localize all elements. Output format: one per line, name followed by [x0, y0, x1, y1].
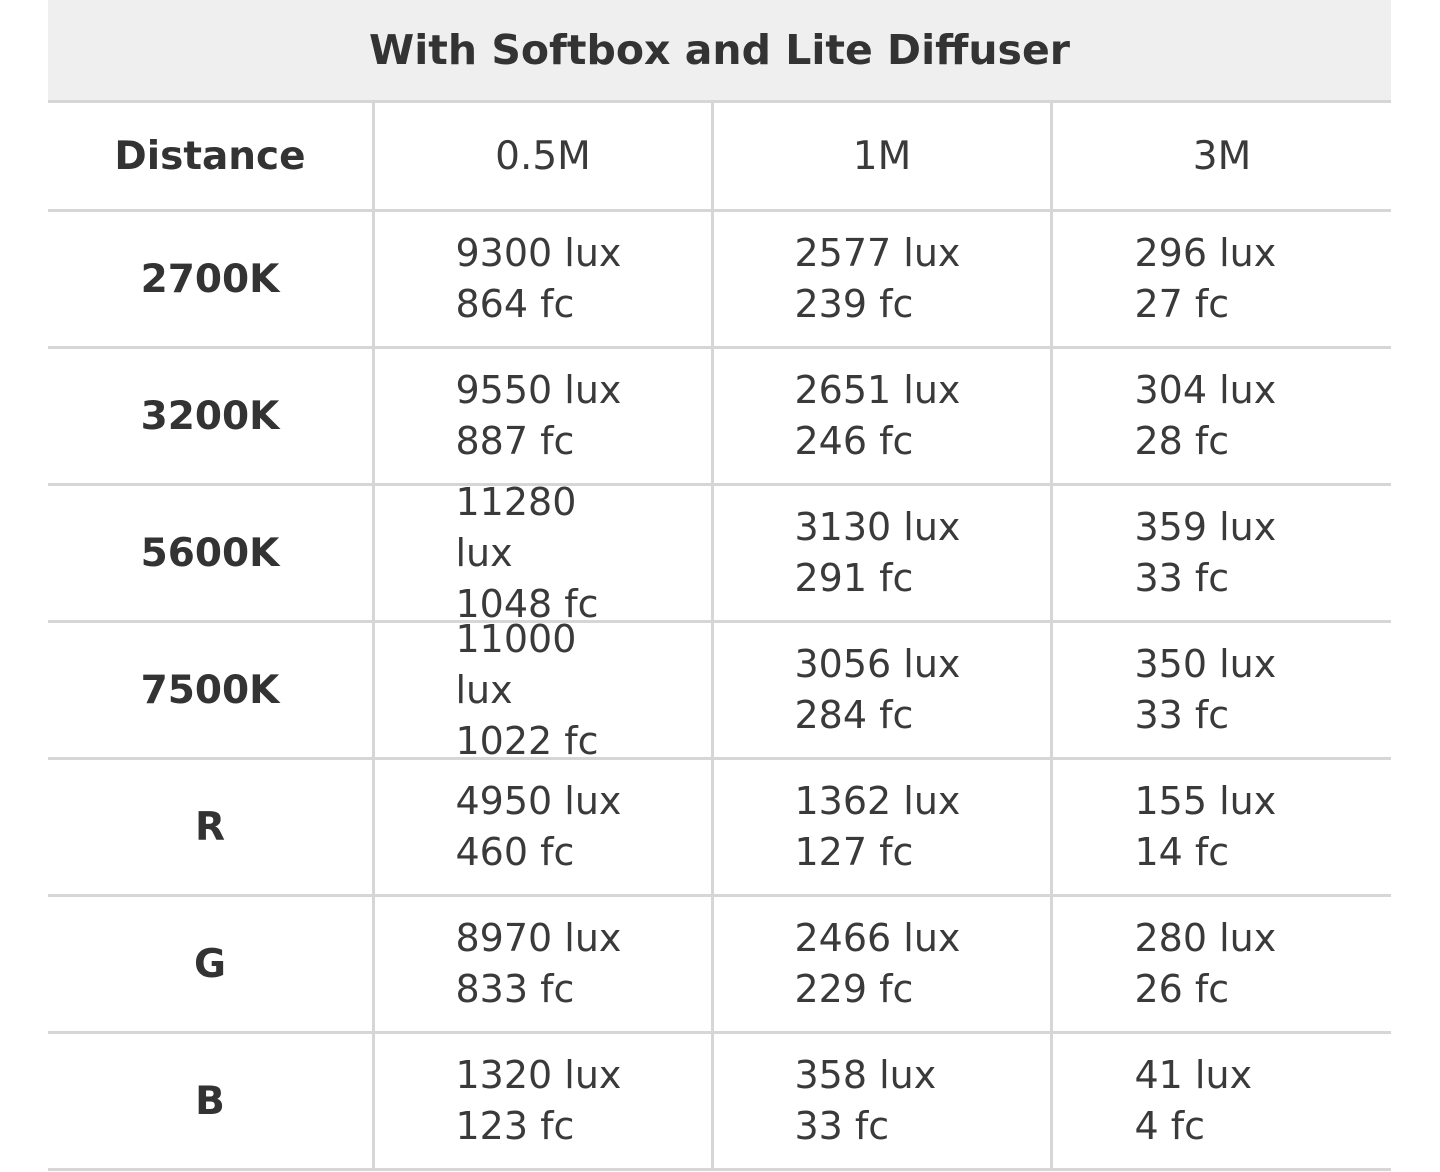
header-column-1m [711, 103, 1050, 212]
fc-value: 246 fc [794, 419, 914, 463]
cell-values [795, 228, 970, 330]
lux-value: 9550 lux [455, 368, 622, 412]
row-label: 3200K [140, 393, 280, 439]
cell-values [456, 614, 631, 767]
cell-values [456, 477, 631, 630]
cell-values [456, 776, 631, 878]
lux-value: 155 lux [1134, 779, 1277, 823]
cell-values [456, 1050, 631, 1152]
fc-value: 127 fc [794, 830, 914, 874]
lux-value: 1320 lux [455, 1053, 622, 1097]
fc-value: 28 fc [1134, 419, 1230, 463]
lux-value: 280 lux [1134, 916, 1277, 960]
lux-value: 11280 lux [455, 479, 577, 575]
table-cell [372, 897, 711, 1034]
table-row-label-cell [48, 760, 372, 897]
lux-value: 304 lux [1134, 368, 1277, 412]
row-label: 7500K [140, 667, 280, 713]
column-header: 1M [852, 133, 912, 179]
cell-values [456, 913, 631, 1015]
fc-value: 1048 fc [455, 581, 599, 626]
fc-value: 229 fc [794, 967, 914, 1011]
fc-value: 14 fc [1134, 830, 1230, 874]
fc-value: 239 fc [794, 282, 914, 326]
table-cell [1050, 760, 1391, 897]
row-label: 2700K [140, 256, 280, 302]
cell-values [456, 365, 631, 467]
lux-value: 3130 lux [794, 505, 961, 549]
fc-value: 864 fc [455, 282, 575, 326]
table-cell [372, 349, 711, 486]
cell-values [795, 365, 970, 467]
table-cell [1050, 212, 1391, 349]
table-cell [711, 486, 1050, 623]
table-cell [711, 897, 1050, 1034]
fc-value: 27 fc [1134, 282, 1230, 326]
table-cell [1050, 897, 1391, 1034]
table-cell [372, 760, 711, 897]
column-header: 3M [1192, 133, 1252, 179]
table-cell [711, 623, 1050, 760]
fc-value: 460 fc [455, 830, 575, 874]
header-column-0-5m [372, 103, 711, 212]
lux-value: 2577 lux [794, 231, 961, 275]
table-cell [711, 760, 1050, 897]
fc-value: 833 fc [455, 967, 575, 1011]
lux-value: 1362 lux [794, 779, 961, 823]
fc-value: 33 fc [794, 1104, 890, 1148]
cell-values [1135, 639, 1310, 741]
lux-value: 9300 lux [455, 231, 622, 275]
lux-value: 4950 lux [455, 779, 622, 823]
header-column-3m [1050, 103, 1391, 212]
row-label: G [193, 941, 226, 987]
header-label: Distance [114, 133, 306, 179]
table-row-label-cell [48, 212, 372, 349]
row-label: R [194, 804, 226, 850]
fc-value: 123 fc [455, 1104, 575, 1148]
table-cell [372, 1034, 711, 1171]
cell-values [1135, 502, 1310, 604]
lux-value: 359 lux [1134, 505, 1277, 549]
fc-value: 4 fc [1134, 1104, 1206, 1148]
table-row-label-cell [48, 486, 372, 623]
table-row-label-cell [48, 1034, 372, 1171]
lux-value: 8970 lux [455, 916, 622, 960]
table-cell [1050, 1034, 1391, 1171]
lux-value: 41 lux [1134, 1053, 1253, 1097]
fc-value: 1022 fc [455, 718, 599, 763]
cell-values [456, 228, 631, 330]
row-label: B [195, 1078, 225, 1124]
lux-value: 11000 lux [455, 616, 577, 712]
lux-value: 350 lux [1134, 642, 1277, 686]
fc-value: 284 fc [794, 693, 914, 737]
table-cell [372, 212, 711, 349]
cell-values [795, 502, 970, 604]
row-label: 5600K [140, 530, 280, 576]
cell-values [795, 913, 970, 1015]
header-distance-label [48, 103, 372, 212]
lux-value: 3056 lux [794, 642, 961, 686]
table-row-label-cell [48, 623, 372, 760]
fc-value: 33 fc [1134, 556, 1230, 600]
illuminance-table [48, 0, 1391, 1171]
table-row-label-cell [48, 349, 372, 486]
column-header: 0.5M [495, 133, 591, 179]
table-cell [1050, 623, 1391, 760]
lux-value: 2651 lux [794, 368, 961, 412]
table-grid [48, 103, 1391, 1171]
table-cell [1050, 349, 1391, 486]
cell-values [1135, 1050, 1310, 1152]
cell-values [795, 639, 970, 741]
table-cell [711, 1034, 1050, 1171]
cell-values [795, 1050, 970, 1152]
lux-value: 358 lux [794, 1053, 937, 1097]
table-row-label-cell [48, 897, 372, 1034]
table-title: With Softbox and Lite Diffuser [48, 0, 1391, 103]
cell-values [1135, 365, 1310, 467]
fc-value: 33 fc [1134, 693, 1230, 737]
table-cell [1050, 486, 1391, 623]
table-cell [372, 479, 711, 626]
lux-value: 2466 lux [794, 916, 961, 960]
table-cell [372, 616, 711, 763]
fc-value: 291 fc [794, 556, 914, 600]
fc-value: 26 fc [1134, 967, 1230, 1011]
table-cell [711, 349, 1050, 486]
cell-values [1135, 776, 1310, 878]
cell-values [1135, 228, 1310, 330]
cell-values [1135, 913, 1310, 1015]
lux-value: 296 lux [1134, 231, 1277, 275]
fc-value: 887 fc [455, 419, 575, 463]
table-cell [711, 212, 1050, 349]
cell-values [795, 776, 970, 878]
